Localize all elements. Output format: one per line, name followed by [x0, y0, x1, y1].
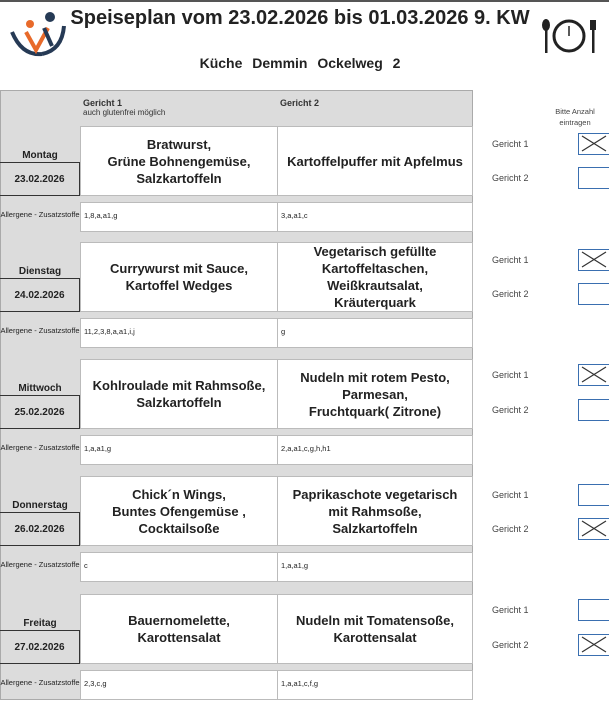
- dish1-allergens: 11,2,3,8,a,a1,i,j: [80, 318, 278, 348]
- dish2-allergens: 2,a,a1,c,g,h,h1: [277, 435, 473, 465]
- dish1-allergens: c: [80, 552, 278, 582]
- dish2-order-checkbox[interactable]: [578, 634, 609, 656]
- dish1-cell: Bauernomelette, Karottensalat: [80, 594, 278, 664]
- dish1-order-checkbox[interactable]: [578, 599, 609, 621]
- day-date: 26.02.2026: [0, 512, 80, 546]
- dish2-order-checkbox[interactable]: [578, 399, 609, 421]
- dish1-allergens: 2,3,c,g: [80, 670, 278, 700]
- option2-label: Gericht 2: [492, 405, 529, 415]
- day-name: Dienstag: [18, 266, 62, 277]
- option1-label: Gericht 1: [492, 370, 529, 380]
- dish1-order-checkbox[interactable]: [578, 249, 609, 271]
- dish1-cell: Currywurst mit Sauce, Kartoffel Wedges: [80, 242, 278, 312]
- day-date: 27.02.2026: [0, 630, 80, 664]
- day-name: Mittwoch: [18, 383, 62, 394]
- dish2-allergens: 3,a,a1,c: [277, 202, 473, 232]
- option1-label: Gericht 1: [492, 255, 529, 265]
- dish2-cell: Vegetarisch gefüllte Kartoffeltaschen, Weißkrautsalat, Kräuterquark: [277, 242, 473, 312]
- dish2-order-checkbox[interactable]: [578, 283, 609, 305]
- option2-label: Gericht 2: [492, 173, 529, 183]
- dish2-cell: Nudeln mit Tomatensoße, Karottensalat: [277, 594, 473, 664]
- dish2-allergens: 1,a,a1,c,f,g: [277, 670, 473, 700]
- option2-label: Gericht 2: [492, 289, 529, 299]
- option1-label: Gericht 1: [492, 605, 529, 615]
- dish2-allergens: g: [277, 318, 473, 348]
- day-name: Donnerstag: [12, 500, 68, 511]
- dish1-allergens: 1,a,a1,g: [80, 435, 278, 465]
- dish2-allergens: 1,a,a1,g: [277, 552, 473, 582]
- allergen-label: Allergene - Zusatzstoffe: [0, 443, 80, 452]
- option1-label: Gericht 1: [492, 139, 529, 149]
- day-date: 25.02.2026: [0, 395, 80, 429]
- page-title: Speiseplan vom 23.02.2026 bis 01.03.2026 9. KW: [70, 7, 530, 29]
- day-date: 24.02.2026: [0, 278, 80, 312]
- dish2-cell: Nudeln mit rotem Pesto, Parmesan, Fruchtquark( Zitrone): [277, 359, 473, 429]
- dish1-cell: Kohlroulade mit Rahmsoße, Salzkartoffeln: [80, 359, 278, 429]
- dish1-cell: Bratwurst, Grüne Bohnengemüse, Salzkartoffeln: [80, 126, 278, 196]
- day-name: Freitag: [23, 618, 57, 629]
- logo-icon: [8, 10, 68, 58]
- option2-label: Gericht 2: [492, 640, 529, 650]
- option2-label: Gericht 2: [492, 524, 529, 534]
- dish1-order-checkbox[interactable]: [578, 133, 609, 155]
- allergen-label: Allergene - Zusatzstoffe: [0, 560, 80, 569]
- day-date: 23.02.2026: [0, 162, 80, 196]
- column-header-dish1: Gericht 1 auch glutenfrei möglich: [83, 98, 166, 117]
- order-instruction: Bitte Anzahl eintragen: [555, 107, 595, 127]
- cutlery-clock-icon: [540, 18, 600, 54]
- kitchen-location: Küche Demmin Ockelweg 2: [199, 55, 401, 71]
- dish2-order-checkbox[interactable]: [578, 518, 609, 540]
- allergen-label: Allergene - Zusatzstoffe: [0, 326, 80, 335]
- dish2-cell: Paprikaschote vegetarisch mit Rahmsoße, Salzkartoffeln: [277, 476, 473, 546]
- option1-label: Gericht 1: [492, 490, 529, 500]
- column-header-dish2: Gericht 2: [280, 98, 320, 108]
- dish2-order-checkbox[interactable]: [578, 167, 609, 189]
- dish1-allergens: 1,8,a,a1,g: [80, 202, 278, 232]
- allergen-label: Allergene - Zusatzstoffe: [0, 678, 80, 687]
- dish1-cell: Chick´n Wings, Buntes Ofengemüse , Cocktailsoße: [80, 476, 278, 546]
- day-name: Montag: [22, 150, 58, 161]
- dish1-order-checkbox[interactable]: [578, 364, 609, 386]
- dish1-order-checkbox[interactable]: [578, 484, 609, 506]
- dish2-cell: Kartoffelpuffer mit Apfelmus: [277, 126, 473, 196]
- allergen-label: Allergene - Zusatzstoffe: [0, 210, 80, 219]
